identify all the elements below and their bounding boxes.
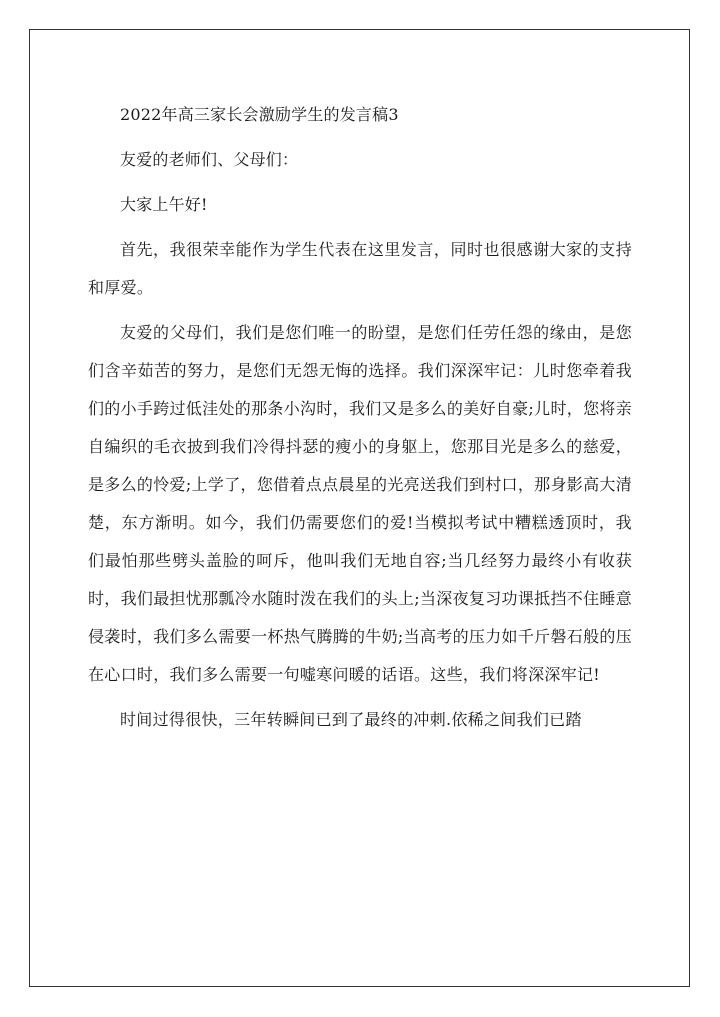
paragraph: 友爱的父母们，我们是您们唯一的盼望，是您们任劳任怨的缘由，是您们含辛茹苦的努力，是您们无怨无悔的选择。我们深深牢记：儿时您牵着我们的小手跨过低洼处的那条小沟时，我们又是多么的美好自豪;儿时，您将亲自编织的毛衣披到我们冷得抖瑟的瘦小的身躯上，您那目光是多么的慈爱，是多么的怜爱;上学了，您借着点点晨星的光亮送我们到村口，那身影高大清楚，东方渐明。如今，我们仍需要您们的爱!当模拟考试中糟糕透顶时，我们最怕那些劈头盖脸的呵斥，他叫我们无地自容;当几经努力最终小有收获时，我们最担忧那瓢冷水随时泼在我们的头上;当深夜复习功课抵挡不住睡意侵袭时，我们多么需要一杯热气腾腾的牛奶;当高考的压力如千斤磐石般的压在心口时，我们多么需要一句嘘寒问暖的话语。这些，我们将深深牢记! bbox=[88, 323, 632, 684]
document-title: 2022年高三家长会激励学生的发言稿3 bbox=[120, 105, 399, 124]
paragraph: 首先，我很荣幸能作为学生代表在这里发言，同时也很感谢大家的支持和厚爱。 bbox=[88, 240, 632, 297]
paragraph: 时间过得很快，三年转瞬间已到了最终的冲刺.依稀之间我们已踏 bbox=[120, 710, 582, 729]
document-body bbox=[88, 96, 632, 746]
salutation: 友爱的老师们、父母们： bbox=[120, 150, 299, 169]
greeting: 大家上午好! bbox=[120, 195, 208, 214]
